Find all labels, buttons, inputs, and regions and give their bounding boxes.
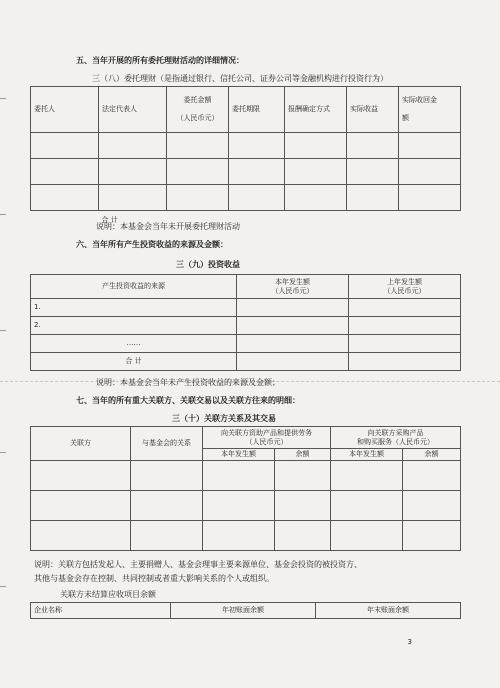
section-6-note: 说明：本基金会当年未产生投资收益的来源及金额； [96,378,280,387]
entrusted-finance-table [30,86,461,231]
header-cell: 年末账面余额 [316,603,461,619]
header-cell: 委托人 [31,87,99,133]
row-label: 2. [31,317,237,335]
section-7-heading: 七、当年的所有重大关联方、关联交易以及关联方往来的明细： [76,396,300,405]
receivables-caption: 关联方未结算应收项目余额 [60,590,156,599]
header-cell: 产生投资收益的来源 [31,275,237,299]
header-cell: 本年发生额 （人民币元） [237,275,349,299]
header-cell: 本年发生额 [203,449,275,461]
section-7-note-line-2: 其他与基金会存在控制、共同控制或者重大影响关系的个人或组织。 [34,574,274,583]
header-cell: 法定代表人 [99,87,167,133]
section-7-caption: 三（十）关联方关系及其交易 [172,414,276,423]
header-cell: 实际收益 [347,87,399,133]
section-5-note: 说明：本基金会当年未开展委托理财活动 [96,222,240,231]
row-label: …… [31,335,237,353]
header-cell: 实际收回金 额 [399,87,461,133]
header-cell: 关联方 [31,427,131,461]
page-number: 3 [407,638,412,646]
binding-mark [0,452,6,453]
header-cell: 年初账面余额 [171,603,316,619]
section-6-heading: 六、当年所有产生投资收益的来源及金额： [76,240,228,249]
section-5-caption: 三（八）委托理财（是指通过银行、信托公司、证券公司等金融机构进行投资行为） [92,74,388,83]
investment-income-table [30,274,461,371]
header-cell: 委托期限 [229,87,285,133]
header-cell: 报酬确定方式 [285,87,347,133]
header-cell: 与基金会的关系 [131,427,203,461]
row-label: 1. [31,299,237,317]
section-5-heading: 五、当年开展的所有委托理财活动的详细情况： [76,56,244,65]
total-label: 合 计 [101,216,118,225]
header-cell: 余额 [403,449,461,461]
section-6-caption: 三（九）投资收益 [176,260,240,269]
header-cell: 余额 [275,449,331,461]
binding-mark [0,586,6,587]
total-label: 合 计 [31,353,237,371]
header-cell: 向关联方采购产品 和购买服务（人民币元） [331,427,461,449]
receivables-table [30,602,461,619]
header-cell: 上年发生额 （人民币元） [349,275,461,299]
section-7-note-line-1: 说明：关联方包括发起人、主要捐赠人、基金会理事主要来源单位、基金会投资的被投资方、 [34,560,362,569]
binding-mark [0,98,6,99]
related-party-table [30,426,461,551]
header-cell: 企业名称 [31,603,171,619]
header-cell: 本年发生额 [331,449,403,461]
header-cell: 向关联方资助产品和提供劳务 （人民币元） [203,427,331,449]
header-cell: 委托金额 （人民币元） [167,87,229,133]
binding-mark [0,330,6,331]
binding-mark [0,214,6,215]
